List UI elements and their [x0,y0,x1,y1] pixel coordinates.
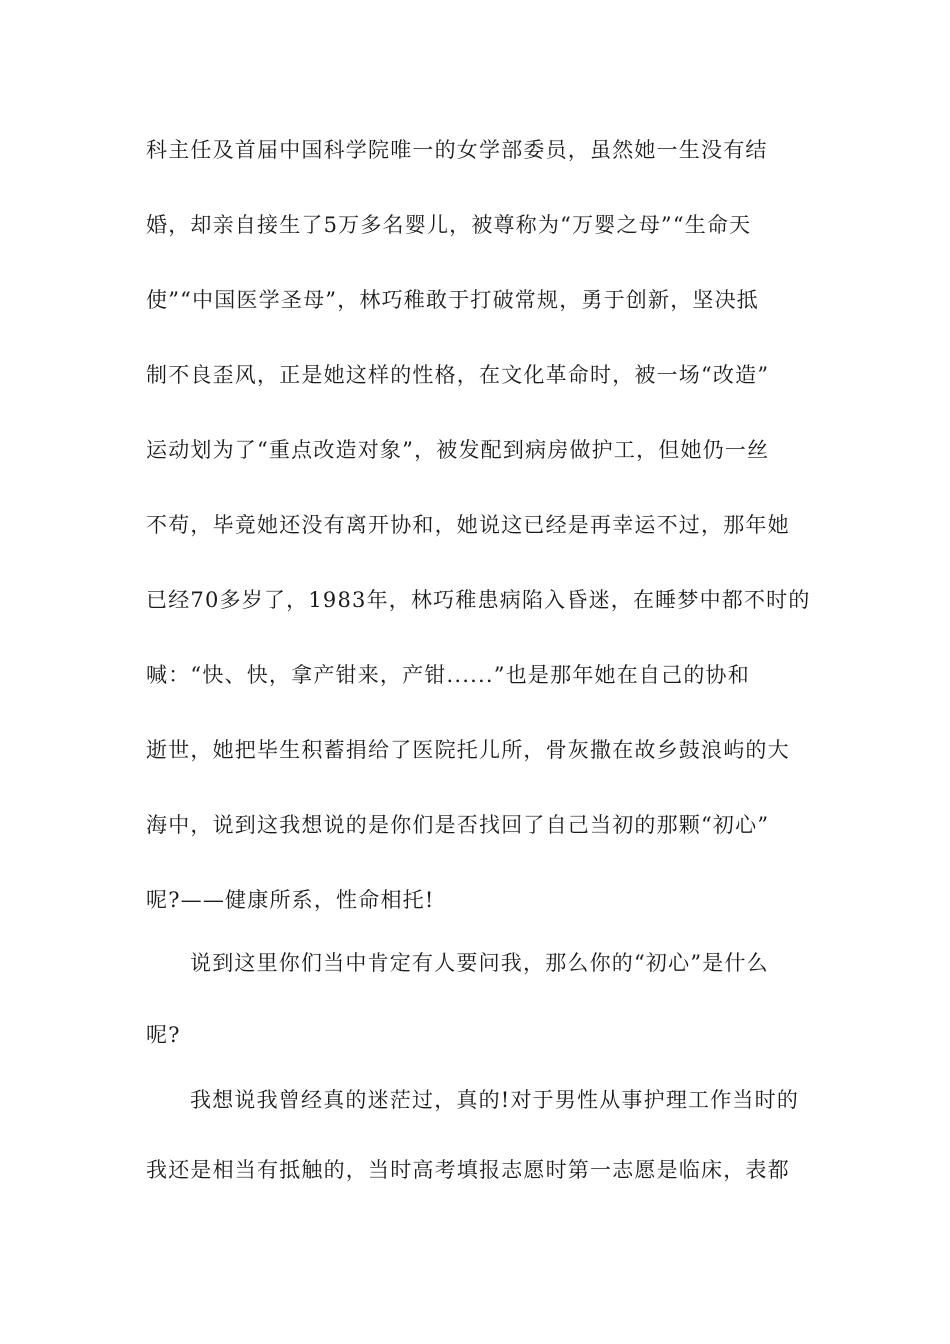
text-line: 婚，却亲自接生了5万多名婴儿，被尊称为“万婴之母”“生命天 [146,213,752,237]
text-line: 海中，说到这我想说的是你们是否找回了自己当初的那颗“初心” [146,813,770,837]
text-line: 科主任及首届中国科学院唯一的女学部委员，虽然她一生没有结 [146,138,768,162]
text-line: 呢? [146,1023,181,1047]
paragraph-first-line: 我想说我曾经真的迷茫过，真的!对于男性从事护理工作当时的 [190,1088,800,1112]
text-line: 我还是相当有抵触的，当时高考填报志愿时第一志愿是临床，表都 [146,1158,790,1182]
text-line: 使”“中国医学圣母”，林巧稚敢于打破常规，勇于创新，坚决抵 [146,288,760,312]
text-line: 呢?——健康所系，性命相托! [146,888,435,912]
text-line: 已经70多岁了，1983年，林巧稚患病陷入昏迷，在睡梦中都不时的 [146,588,811,612]
text-line: 喊：“快、快，拿产钳来，产钳......”也是那年她在自己的协和 [146,663,750,687]
paragraph-first-line: 说到这里你们当中肯定有人要问我，那么你的“初心”是什么 [190,951,769,975]
text-line: 制不良歪风，正是她这样的性格，在文化革命时，被一场“改造” [146,363,770,387]
text-line: 不苟，毕竟她还没有离开协和，她说这已经是再幸运不过，那年她 [146,513,790,537]
text-line: 运动划为了“重点改造对象”，被发配到病房做护工，但她仍一丝 [146,438,770,462]
text-line: 逝世，她把毕生积蓄捐给了医院托儿所，骨灰撒在故乡鼓浪屿的大 [146,738,790,762]
